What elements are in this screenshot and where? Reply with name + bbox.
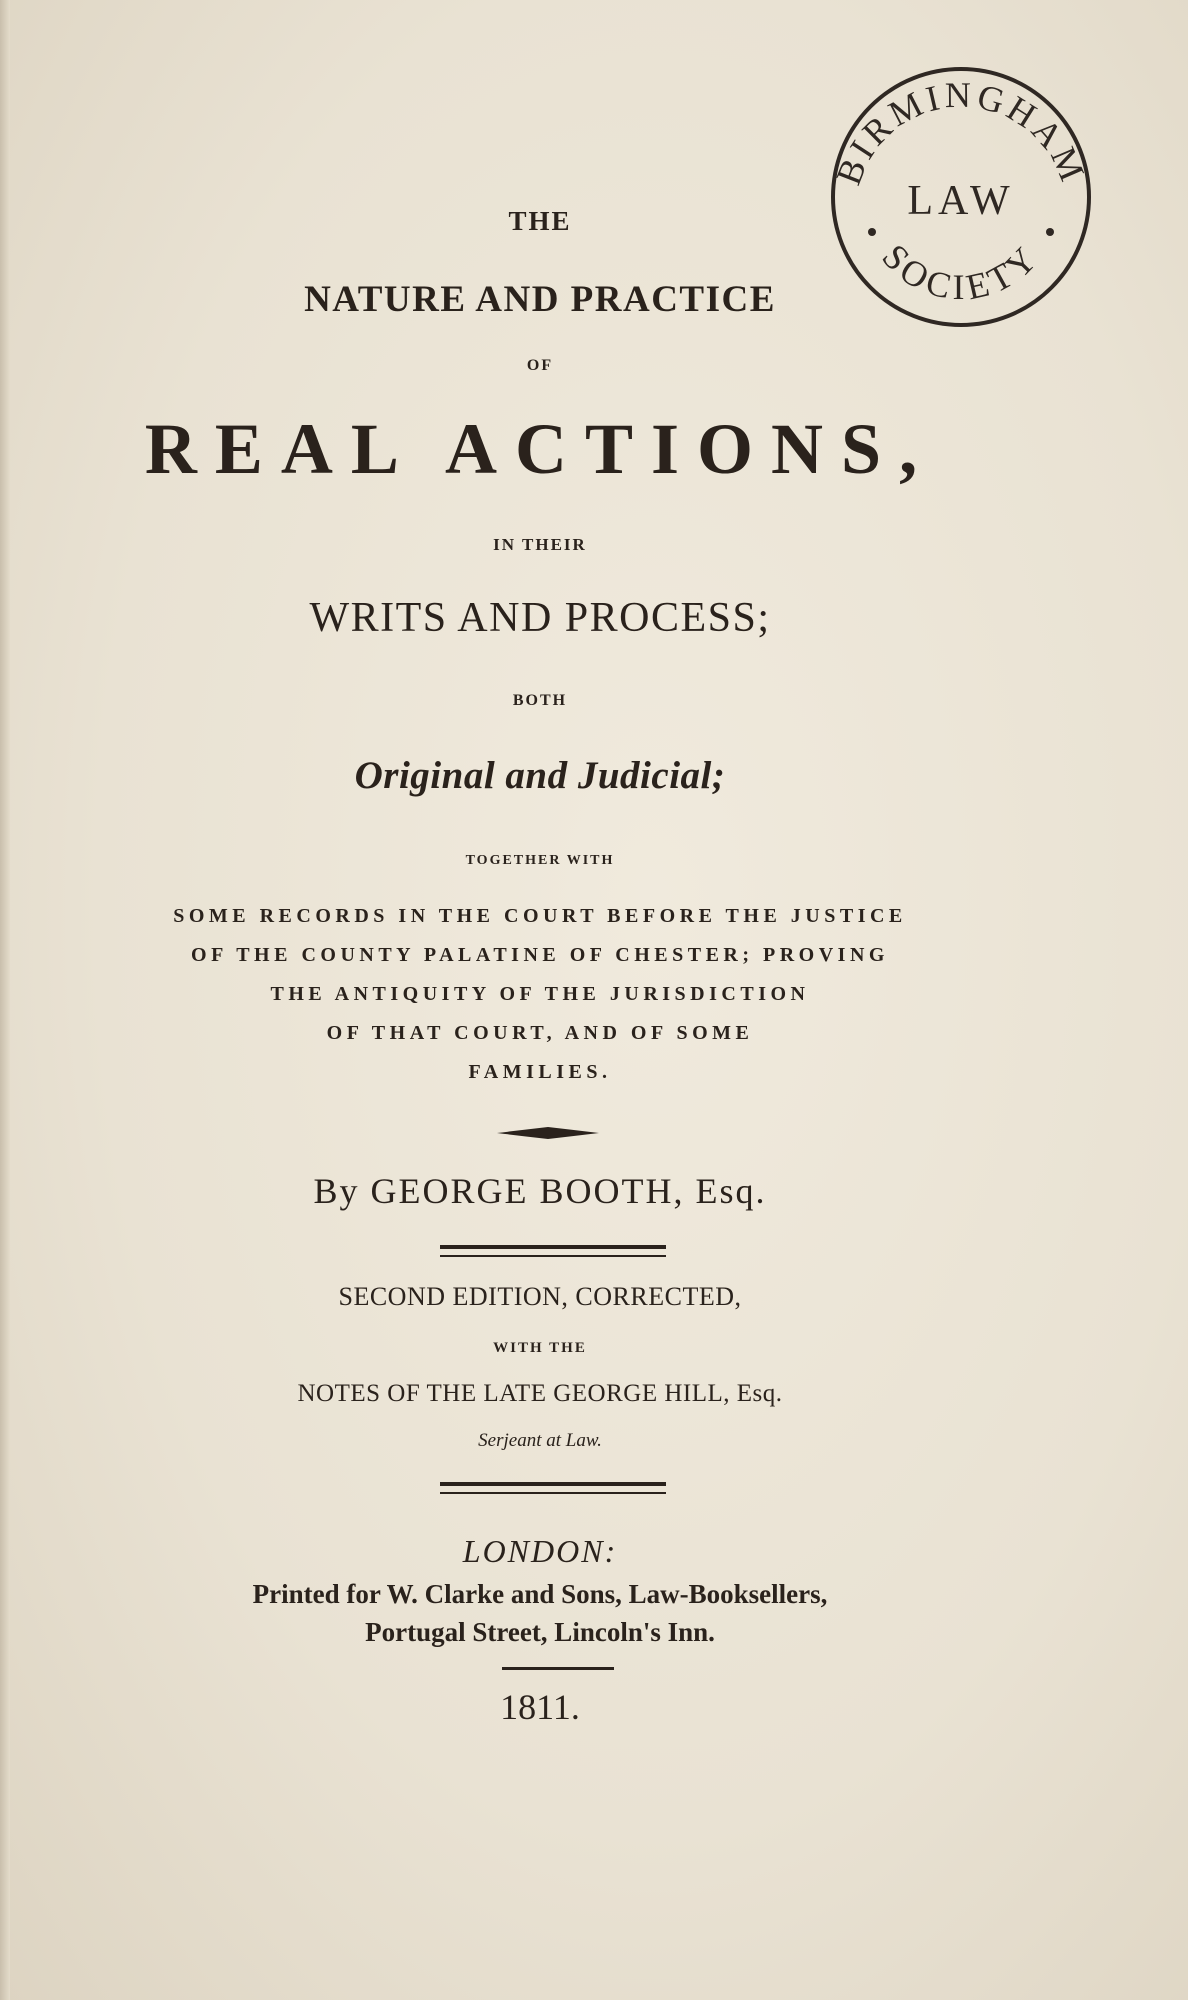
stamp-upper-text: BIRMINGHAM bbox=[828, 74, 1094, 191]
edition-line: SECOND EDITION, CORRECTED, bbox=[338, 1282, 742, 1311]
main-title: REAL ACTIONS, bbox=[144, 409, 936, 489]
library-stamp bbox=[826, 62, 1096, 332]
imprint-printer: Printed for W. Clarke and Sons, Law-Booksellers, bbox=[252, 1579, 828, 1609]
imprint-year: 1811. bbox=[500, 1687, 580, 1727]
title-nature-and-practice: NATURE AND PRACTICE bbox=[304, 279, 776, 320]
svg-text:SOCIETY bbox=[874, 236, 1047, 307]
together-with: TOGETHER WITH bbox=[465, 853, 615, 868]
ornament-divider bbox=[497, 1127, 599, 1139]
title-the: THE bbox=[508, 206, 572, 236]
double-rule bbox=[440, 1245, 666, 1257]
imprint-address: Portugal Street, Lincoln's Inn. bbox=[365, 1617, 715, 1647]
title-of: OF bbox=[526, 357, 554, 374]
with-the: WITH THE bbox=[493, 1340, 587, 1356]
subtitle-writs: WRITS AND PROCESS; bbox=[309, 595, 771, 641]
notes-line: NOTES OF THE LATE GEORGE HILL, Esq. bbox=[297, 1380, 783, 1407]
serjeant-line: Serjeant at Law. bbox=[478, 1430, 602, 1451]
records-line: OF THE COUNTY PALATINE OF CHESTER; PROVING bbox=[191, 944, 889, 966]
records-line: OF THAT COURT, AND OF SOME bbox=[326, 1022, 754, 1044]
stamp-center-text: LAW bbox=[907, 178, 1015, 224]
subtitle-original-judicial: Original and Judicial; bbox=[354, 754, 726, 797]
subtitle-both: BOTH bbox=[512, 692, 568, 709]
stamp-lower-text: SOCIETY bbox=[874, 236, 1048, 308]
records-line: THE ANTIQUITY OF THE JURISDICTION bbox=[270, 983, 810, 1005]
records-line: FAMILIES. bbox=[468, 1061, 612, 1083]
subtitle-in-their: IN THEIR bbox=[493, 535, 587, 554]
author-line: By GEORGE BOOTH, Esq. bbox=[313, 1171, 767, 1211]
double-rule bbox=[440, 1482, 666, 1494]
short-rule bbox=[502, 1667, 614, 1670]
records-line: SOME RECORDS IN THE COURT BEFORE THE JUSTICE bbox=[173, 905, 907, 927]
svg-text:BIRMINGHAM bbox=[828, 75, 1094, 190]
imprint-city: LONDON: bbox=[462, 1533, 618, 1569]
